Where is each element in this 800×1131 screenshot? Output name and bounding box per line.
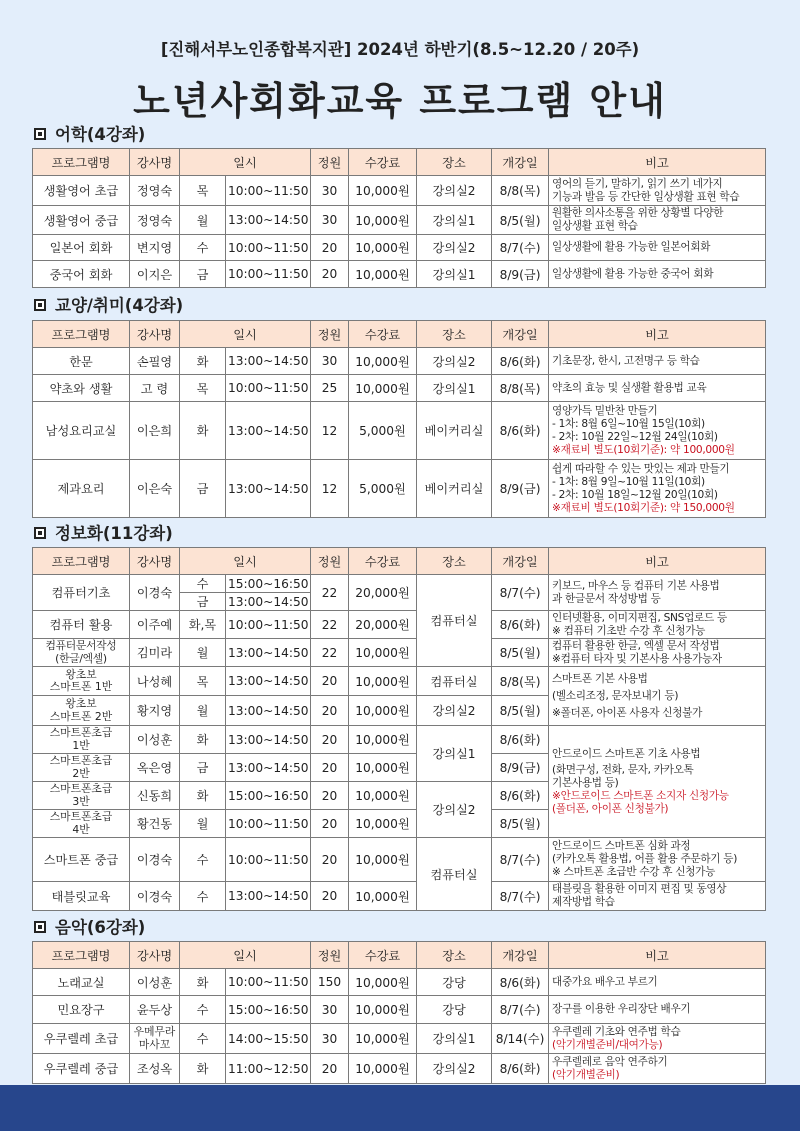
footer-band: [0, 1085, 800, 1131]
page-subtitle: [진해서부노인종합복지관] 2024년 하반기(8.5~12.20 / 20주): [160, 40, 640, 59]
col-capacity: 정원: [311, 149, 349, 176]
table-row: 생활영어 초급 정영숙 목 10:00~11:50 30 10,000원 강의실2 8/8(목) 영어의 듣기, 말하기, 읽기 쓰기 네가지 기능과 발음 등 간단한 일상생활 표현 학습: [33, 176, 766, 206]
square-bullet-icon: [34, 527, 46, 539]
section-title-culture: 교양/취미(4강좌): [34, 292, 183, 316]
table-row: 컴퓨터문서작성 (한글/엑셀) 김미라 월 13:00~14:50 22 10,000원 8/5(월) 컴퓨터 활용한 한글, 엑셀 문서 작성법 ※컴퓨터 타자 및 기본사용 사용가능자: [33, 639, 766, 653]
section-title-music: 음악(6강좌): [34, 914, 145, 938]
table-row: 민요장구 윤두상 수 15:00~16:50 30 10,000원 강당 8/7(수) 장구를 이용한 우리장단 배우기: [33, 996, 766, 1024]
table-row: 중국어 회화 이지은 금 10:00~11:50 20 10,000원 강의실1 8/9(금) 일상생활에 활용 가능한 중국어 회화: [33, 261, 766, 288]
table-row: 생활영어 중급 정영숙 월 13:00~14:50 30 10,000원 강의실1 8/5(월) 원활한 의사소통을 위한 상황별 다양한 일상생활 표현 학습: [33, 206, 766, 235]
table-header-row: 프로그램명 강사명 일시 정원 수강료 장소 개강일 비고: [33, 321, 766, 348]
table-row: 노래교실 이성훈 화 10:00~11:50 150 10,000원 강당 8/6(화) 대중가요 배우고 부르기: [33, 969, 766, 996]
table-row: 약초와 생활 고 령 목 10:00~11:50 25 10,000원 강의실1 8/8(목) 약초의 효능 및 실생활 활용법 교육: [33, 375, 766, 402]
table-row: 남성요리교실 이은희 화 13:00~14:50 12 5,000원 베이커리실 8/6(화) 영양가득 밑반찬 만들기 - 1차: 8월 6일~10월 15일(10회) - 2차: 10월 22일~12월 24일(10회) ※재료비 별도(10회기준): 약 100,000원: [33, 402, 766, 460]
table-header-row: [33, 149, 766, 176]
page-title: 노년사회화교육 프로그램 안내: [133, 79, 667, 123]
table-row: 제과요리 이은숙 금 13:00~14:50 12 5,000원 베이커리실 8/9(금) 쉽게 따라할 수 있는 맛있는 제과 만들기 - 1차: 8월 9일~10월 11일(10회) - 2차: 10월 18일~12월 20일(10회) ※재료비 별도(10회기준): 약 150,000원: [33, 460, 766, 518]
table-music: [32, 941, 766, 1084]
col-place: 장소: [417, 149, 492, 176]
table-row: 스마트폰초급 2반 옥은영 금 13:00~14:50 20 10,000원 8/9(금): [33, 754, 766, 782]
square-bullet-icon: [34, 921, 46, 933]
table-it: 프로그램명 강사명 일시 정원 수강료 장소 개강일 비고 컴퓨터기초 이경숙 수 15:00~16:50 22 20,000원 컴퓨터실 8/7(수) 키보드, 마우스 등 컴퓨터 기본 사용법 과 한글문서 작성방법 등 금 13:00~14:50 컴퓨터 활용 이주예 화,목 10:00~11:50 22 20,000원 8/6(화) 인터넷활용, 이미지편집, SNS업로드 등 ※ 컴퓨터 기초반 수강 후 신청가능 컴퓨터문서작성 (한글/엑셀) 김미라 월 13:00~14:50 22 10,000원 8/5(월) 컴퓨터 활용한 한글, 엑셀 문서 작성법 ※컴퓨터 타자 및 기본사용 사용가능자 왕초보 스마트폰 1반 나성혜 목 13:00~14:50 20 10,000원 컴퓨터실 8/8(목) 스마트폰 기본 사용법 (벨소리조정, 문자보내기 등) ※폴더폰, 아이폰 사용자 신청불가 왕초보 스마트폰 2반 황지영 월 13:00~14:50 20 10,000원 강의실2 8/5(월) 스마트폰초급 1반 이성훈 화 13:00~14:50 20 10,000원 강의실1 8/6(화) 안드로이드 스마트폰 기초 사용법 (화면구성, 전화, 문자, 카카오톡 기본사용법 등) ※안드로이드 스마트폰 소지자 신청가능 (폴더폰, 아이폰 신청불가) 스마트폰초급 2반 옥은영 금 13:00~14:50 20 10,000원 8/9(금) 스마트폰초급 3반 신동희 화 15:00~16:50 20 10,000원 강의실2 8/6(화) 스마트폰초급 4반 황건동 월 10:00~11:50 20 10,000원 8/5(월) 스마트폰 중급 이경숙 수 10:00~11:50 20 10,000원 컴퓨터실 8/7(수) 안드로이드 스마트폰 심화 과정 (카카오톡 활용법, 어플 활용 주문하기 등) ※ 스마트폰 초급반 수강 후 신청가능 태블릿교육 이경숙 수 13:00~14:50 20 10,000원 8/7(수) 태블릿을 활용한 이미지 편집 및 동영상 제작방법 학습: [32, 547, 766, 911]
col-teacher: 강사명: [130, 149, 180, 176]
square-bullet-icon: [34, 299, 46, 311]
col-schedule: 일시: [180, 149, 311, 176]
table-row: 스마트폰 중급 이경숙 수 10:00~11:50 20 10,000원 컴퓨터실 8/7(수) 안드로이드 스마트폰 심화 과정 (카카오톡 활용법, 어플 활용 주문하기 등) ※ 스마트폰 초급반 수강 후 신청가능: [33, 838, 766, 882]
page-header: [0, 36, 800, 125]
table-row: 왕초보 스마트폰 1반 나성혜 목 13:00~14:50 20 10,000원 컴퓨터실 8/8(목) 스마트폰 기본 사용법 (벨소리조정, 문자보내기 등) ※폴더폰, 아이폰 사용자 신청불가: [33, 667, 766, 696]
col-program: 프로그램명: [33, 149, 130, 176]
section-title-language: 어학(4강좌): [34, 121, 145, 145]
table-header-row: 프로그램명 강사명 일시 정원 수강료 장소 개강일 비고: [33, 548, 766, 575]
table-row: 한문 손필영 화 13:00~14:50 30 10,000원 강의실2 8/6(화) 기초문장, 한시, 고전명구 등 학습: [33, 348, 766, 375]
table-language: [32, 148, 766, 288]
square-bullet-icon: [34, 128, 46, 140]
table-row: 왕초보 스마트폰 2반 황지영 월 13:00~14:50 20 10,000원 강의실2 8/5(월): [33, 696, 766, 726]
table-row: 우쿠렐레 초급 우메무라 마사꼬 수 14:00~15:50 30 10,000원 강의실1 8/14(수) 우쿠렐레 기초와 연주법 학습 (악기개별준비/대여가능): [33, 1024, 766, 1054]
table-row: 컴퓨터 활용 이주예 화,목 10:00~11:50 22 20,000원 8/6(화) 인터넷활용, 이미지편집, SNS업로드 등 ※ 컴퓨터 기초반 수강 후 신청가능: [33, 611, 766, 639]
section-title-it: 정보화(11강좌): [34, 520, 173, 544]
col-start: 개강일: [492, 149, 549, 176]
table-culture: [32, 320, 766, 518]
table-header-row: 프로그램명 강사명 일시 정원 수강료 장소 개강일 비고: [33, 942, 766, 969]
col-fee: 수강료: [349, 149, 417, 176]
col-note: 비고: [549, 149, 766, 176]
table-row: 컴퓨터기초 이경숙 수 15:00~16:50 22 20,000원 컴퓨터실 8/7(수) 키보드, 마우스 등 컴퓨터 기본 사용법 과 한글문서 작성방법 등: [33, 575, 766, 593]
table-row: 우쿠렐레 중급 조성옥 화 11:00~12:50 20 10,000원 강의실2 8/6(화) 우쿠렐레로 음악 연주하기 (악기개별준비): [33, 1054, 766, 1084]
table-row: 스마트폰초급 3반 신동희 화 15:00~16:50 20 10,000원 강의실2 8/6(화): [33, 782, 766, 810]
table-row: 스마트폰초급 1반 이성훈 화 13:00~14:50 20 10,000원 강의실1 8/6(화) 안드로이드 스마트폰 기초 사용법 (화면구성, 전화, 문자, 카카오톡 기본사용법 등) ※안드로이드 스마트폰 소지자 신청가능 (폴더폰, 아이폰 신청불가): [33, 726, 766, 754]
table-row: 일본어 회화 변지영 수 10:00~11:50 20 10,000원 강의실2 8/7(수) 일상생활에 활용 가능한 일본어회화: [33, 235, 766, 261]
table-row: 스마트폰초급 4반 황건동 월 10:00~11:50 20 10,000원 8/5(월): [33, 810, 766, 838]
table-row: 태블릿교육 이경숙 수 13:00~14:50 20 10,000원 8/7(수) 태블릿을 활용한 이미지 편집 및 동영상 제작방법 학습: [33, 882, 766, 911]
